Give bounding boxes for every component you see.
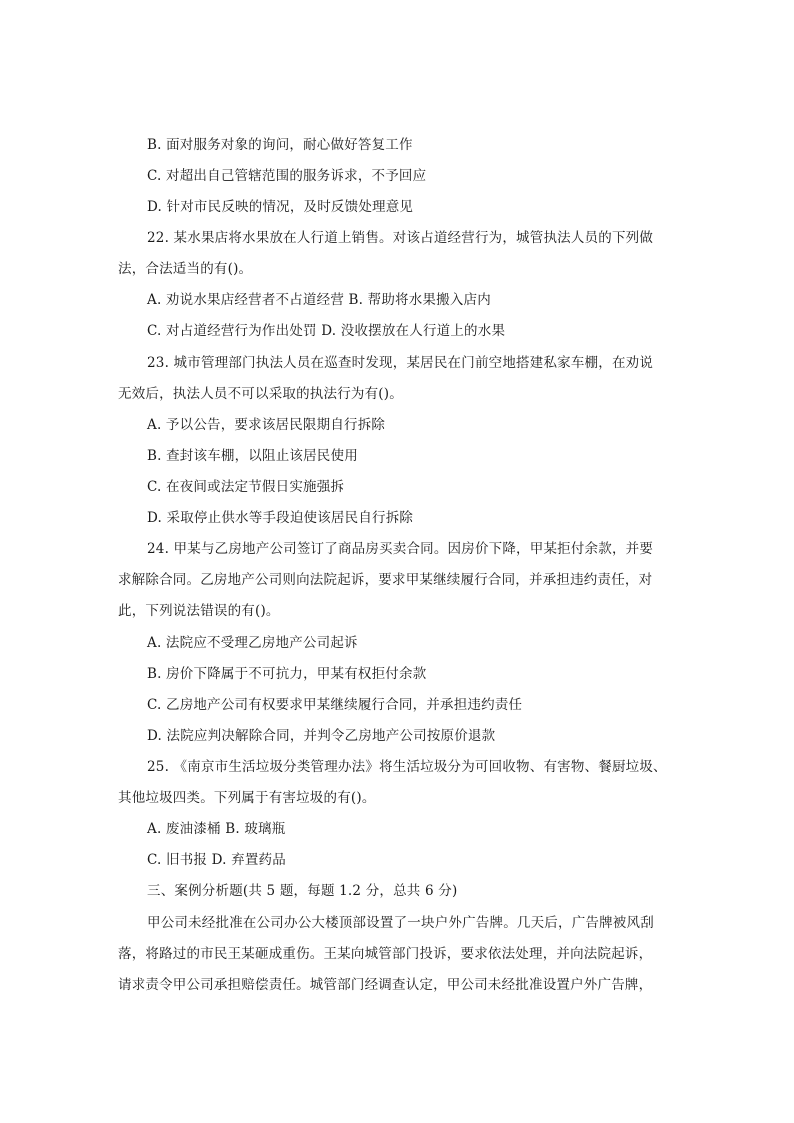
section-three-heading: 三、案例分析题(共 5 题，每题 1.2 分，总共 6 分) bbox=[147, 883, 458, 899]
question-23-option-d: D. 采取停止供水等手段迫使该居民自行拆除 bbox=[147, 510, 414, 526]
question-25-text: 25. 《南京市生活垃圾分类管理办法》将生活垃圾分为可回收物、有害物、餐厨垃圾、 bbox=[147, 759, 667, 775]
question-24-option-d: D. 法院应判决解除合同，并判令乙房地产公司按原价退款 bbox=[147, 728, 496, 744]
question-25-text-cont: 其他垃圾四类。下列属于有害垃圾的有()。 bbox=[118, 790, 376, 806]
option-c-service-request: C. 对超出自己管辖范围的服务诉求，不予回应 bbox=[147, 168, 427, 184]
question-24-text: 24. 甲某与乙房地产公司签订了商品房买卖合同。因房价下降，甲某拒付余款，并要 bbox=[147, 541, 654, 557]
question-22-text-cont: 法，合法适当的有()。 bbox=[118, 261, 253, 277]
question-23-option-a: A. 予以公告，要求该居民限期自行拆除 bbox=[147, 417, 386, 433]
question-24-option-b: B. 房价下降属于不可抗力，甲某有权拒付余款 bbox=[147, 666, 427, 682]
question-24-text-cont2: 此，下列说法错误的有()。 bbox=[118, 603, 280, 619]
question-23-text: 23. 城市管理部门执法人员在巡查时发现，某居民在门前空地搭建私家车棚，在劝说 bbox=[147, 355, 654, 371]
question-22-text: 22. 某水果店将水果放在人行道上销售。对该占道经营行为，城管执法人员的下列做 bbox=[147, 230, 654, 246]
question-23-option-c: C. 在夜间或法定节假日实施强拆 bbox=[147, 479, 345, 495]
question-25-options-cd: C. 旧书报 D. 弃置药品 bbox=[147, 852, 286, 868]
case-paragraph-line-1: 甲公司未经批准在公司办公大楼顶部设置了一块户外广告牌。几天后，广告牌被风刮 bbox=[147, 915, 654, 931]
option-d-feedback: D. 针对市民反映的情况，及时反馈处理意见 bbox=[147, 199, 414, 215]
question-24-option-a: A. 法院应不受理乙房地产公司起诉 bbox=[147, 635, 358, 651]
question-22-options-cd: C. 对占道经营行为作出处罚 D. 没收摆放在人行道上的水果 bbox=[147, 323, 506, 339]
question-24-text-cont: 求解除合同。乙房地产公司则向法院起诉，要求甲某继续履行合同，并承担违约责任，对 bbox=[118, 572, 653, 588]
case-paragraph-line-2: 落，将路过的市民王某砸成重伤。王某向城管部门投诉，要求依法处理，并向法院起诉， bbox=[118, 946, 653, 962]
question-25-options-ab: A. 废油漆桶 B. 玻璃瓶 bbox=[147, 821, 286, 837]
question-22-options-ab: A. 劝说水果店经营者不占道经营 B. 帮助将水果搬入店内 bbox=[147, 292, 491, 308]
question-23-text-cont: 无效后，执法人员不可以采取的执法行为有()。 bbox=[118, 386, 403, 402]
question-24-option-c: C. 乙房地产公司有权要求甲某继续履行合同，并承担违约责任 bbox=[147, 697, 523, 713]
option-b-service-inquiry: B. 面对服务对象的询问，耐心做好答复工作 bbox=[147, 137, 413, 153]
question-23-option-b: B. 查封该车棚，以阻止该居民使用 bbox=[147, 448, 358, 464]
case-paragraph-line-3: 请求责令甲公司承担赔偿责任。城管部门经调查认定，甲公司未经批准设置户外广告牌， bbox=[118, 977, 653, 993]
